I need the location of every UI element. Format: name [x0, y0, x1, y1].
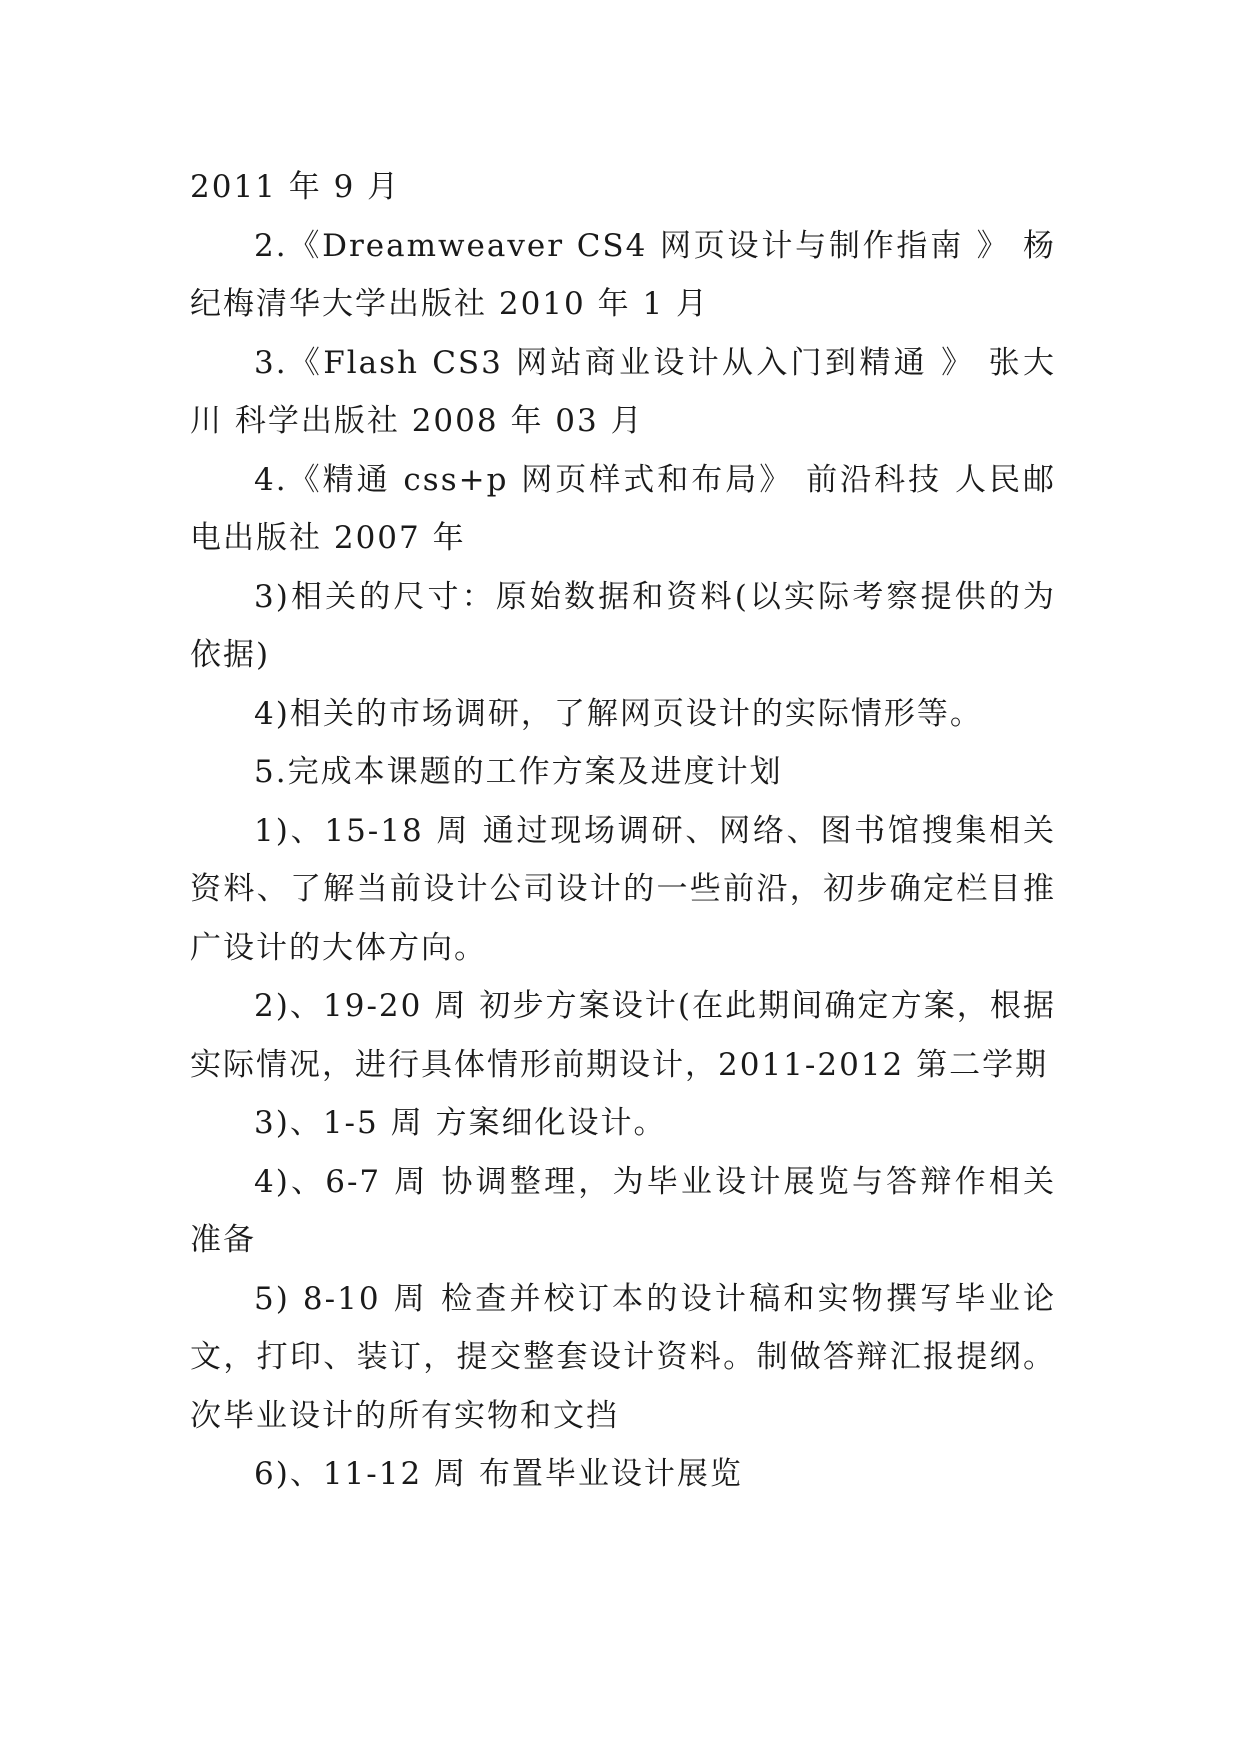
requirement-market-research: 4)相关的市场调研，了解网页设计的实际情形等。 [254, 695, 983, 732]
schedule-item-5: 5) 8-10 周 检查并校订本的设计稿和实物撰写毕业论文，打印、装订，提交整套设计资料。制做答辩汇报提纲。次毕业设计的所有实物和文挡 [190, 1280, 1056, 1434]
paragraph-date: 2011 年 9 月 [190, 169, 401, 205]
document-body [190, 158, 1056, 1504]
schedule-item-6: 6)、11-12 周 布置毕业设计展览 [254, 1456, 743, 1492]
schedule-item-4: 4)、6-7 周 协调整理，为毕业设计展览与答辩作相关准备 [190, 1163, 1056, 1258]
reference-item-2: 2.《Dreamweaver CS4 网页设计与制作指南 》 杨纪梅清华大学出版社 2010 年 1 月 [190, 227, 1056, 322]
schedule-item-2: 2)、19-20 周 初步方案设计(在此期间确定方案，根据实际情况，进行具体情形前期设计，2011-2012 第二学期 [190, 988, 1056, 1083]
reference-item-3: 3.《Flash CS3 网站商业设计从入门到精通 》 张大川 科学出版社 2008 年 03 月 [190, 344, 1056, 439]
requirement-dimensions: 3)相关的尺寸：原始数据和资料(以实际考察提供的为依据) [190, 578, 1056, 673]
schedule-item-3: 3)、1-5 周 方案细化设计。 [254, 1105, 667, 1141]
schedule-item-1: 1)、15-18 周 通过现场调研、网络、图书馆搜集相关资料、了解当前设计公司设计的一些前沿，初步确定栏目推广设计的大体方向。 [190, 812, 1056, 966]
reference-item-4: 4.《精通 css+p 网页样式和布局》 前沿科技 人民邮电出版社 2007 年 [190, 461, 1056, 556]
section-heading-work-plan: 5.完成本课题的工作方案及进度计划 [254, 754, 783, 790]
